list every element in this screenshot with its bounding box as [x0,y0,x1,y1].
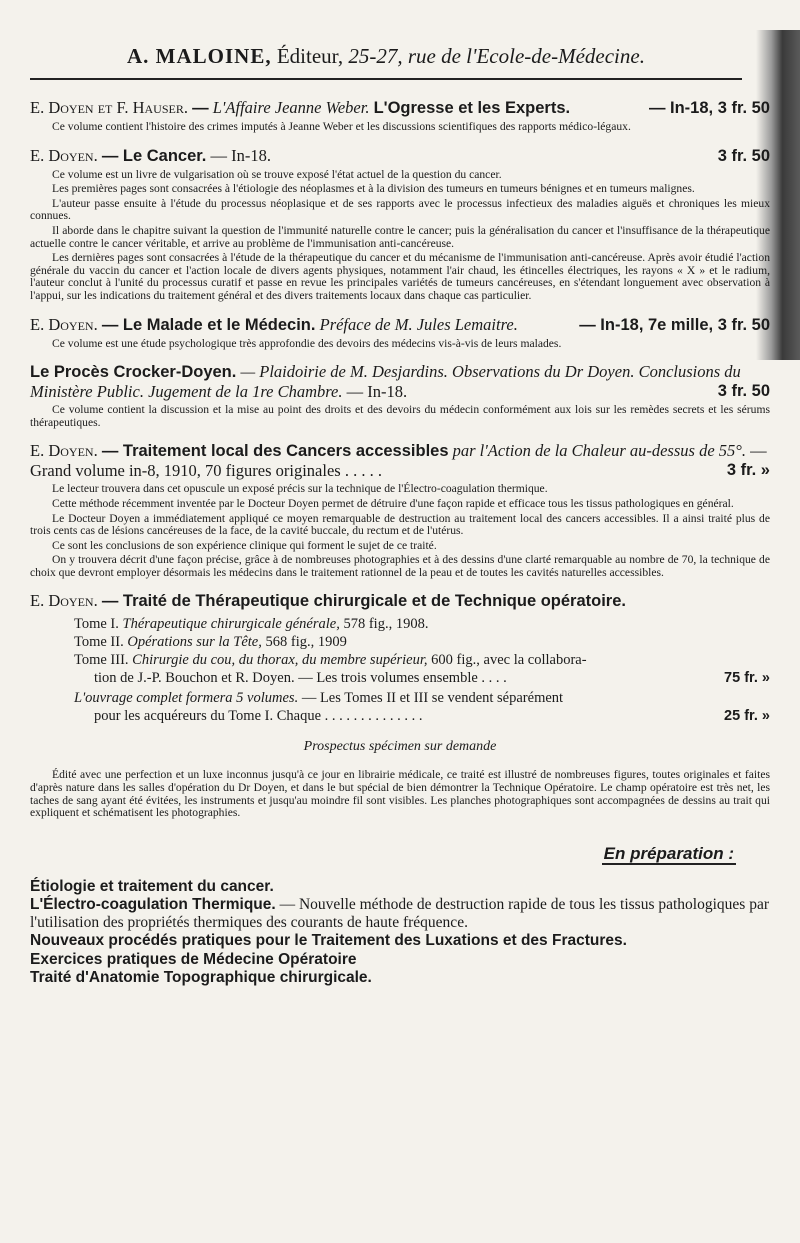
entry-title: — Le Cancer. [101,146,207,165]
entry-dash: — [192,99,209,117]
description-paragraph: Le lecteur trouvera dans cet opuscule un exposé précis sur la technique de l'Électro-coagulation thermique. [52,482,548,496]
entry-title: — Le Malade et le Médecin. [101,315,316,334]
entry-title: L'Ogresse et les Experts. [373,99,571,117]
entry-heading [30,98,770,118]
entry-description [30,121,770,134]
tome-details: 578 fig., 1908. [343,616,429,633]
publisher-address-number: 25-27, [348,44,403,68]
entry-heading [30,591,770,611]
edition-description [30,769,770,819]
entry-traite-therapeutique [30,591,770,725]
description-paragraph: Ce sont les conclusions de son expérience clinique qui forment le sujet de ce traité. [52,538,437,552]
preparation-title: En préparation : [603,843,734,863]
publisher-address: rue de l'Ecole-de-Médecine. [407,44,645,68]
entry-description [30,338,770,351]
tome-title: Thérapeutique chirurgicale générale, [122,616,340,633]
entry-heading [30,146,770,166]
preparation-item [30,896,770,931]
tome-2 [74,633,770,651]
tome-label: Tome I. [74,616,119,633]
complete-work-italic: L'ouvrage complet formera 5 volumes. [74,690,299,707]
entry-price: 3 fr. 50 [717,382,770,401]
publisher-header [30,44,742,69]
entry-heading [30,362,770,401]
entry-heading [30,441,770,480]
entry-format: — In-18. [210,145,271,165]
complete-work-line2: pour les acquéreurs du Tome I. Chaque . . . . . . . . . . . . . . [94,708,423,725]
entry-author: E. Doyen. [30,441,98,461]
description-paragraph: Les dernières pages sont consacrées à l'étude de la thérapeutique du cancer et du mécanisme de l'immunisation anti-cancéreuse. Après avoir étudié l'action générale du vaccin du cancer et l'action locale de divers agents physiques, notamment l'air chaud, les étincelles électriques, les rayons « X » et le radium, l'auteur conclut à l'unité du processus curatif et passe en revue les principales variétés de tumeurs cancéreuses, en s'étendant longuement avec observation à l'appui, sur les indications du traitement général et des divers traitements locaux dans chaque cas particulier. [30,251,770,302]
description-paragraph: On y trouvera décrit d'une façon précise, grâce à de nombreuses photographies et à des dessins d'une clarté remarquable au nombre de 70, la technique de choix que devront employer désormais les médecins dans le traitement rationnel de la peau et de toutes les cavités naturelles accessibles. [30,553,770,579]
catalog-content [30,98,770,988]
tome-details: 600 fig., avec la collabora- [431,652,587,669]
single-volume-price: 25 fr. » [724,708,770,725]
tome-label: Tome III. [74,652,129,669]
tome-list [74,615,770,725]
preparation-item: Étiologie et traitement du cancer. [30,877,274,895]
preparation-list [30,878,770,987]
tome-label: Tome II. [74,634,124,651]
entry-title: — Traité de Thérapeutique chirurgicale et de Technique opératoire. [101,592,626,611]
description-paragraph: Ce volume est une étude psychologique très approfondie des devoirs des médecins vis-à-vis de leurs malades. [52,336,562,350]
entry-title-italic: L'Affaire Jeanne Weber. [212,98,370,117]
tome-title: Chirurgie du cou, du thorax, du membre supérieur, [132,652,428,669]
entry-author: E. Doyen. [30,145,98,165]
entry-title-italic: par l'Action de la Chaleur au-dessus de 55°. [452,441,746,461]
entry-description [30,483,770,579]
preparation-item-title: L'Électro-coagulation Thermique. [30,896,276,914]
entry-subtitle: — Plaidoirie de M. Desjardins. Observations du Dr Doyen. Conclusions du Ministère Public. Jugement de la 1re Chambre. [30,362,741,402]
preparation-item: Exercices pratiques de Médecine Opératoire [30,950,357,968]
description-paragraph: Il aborde dans le chapitre suivant la question de l'immunité naturelle contre le cancer; puis la généralisation du cancer et l'insuffisance de la thérapeutique actuelle contre le cancer véritable, et arrive au problème de l'immunisation anti-cancéreuse. [30,223,770,250]
entry-le-cancer [30,146,770,303]
entry-format: — Grand volume in-8, 1910, 70 figures originales . . . . . [30,441,767,481]
complete-work-note [74,689,770,707]
entry-format-price: — In-18, 3 fr. 50 [648,99,770,117]
entry-format: — In-18. [346,382,408,402]
preparation-item-desc: — Nouvelle méthode de destruction rapide de tous les tissus pathologiques par l'utilisation des propriétés thermiques des courants de haute fréquence. [30,896,770,931]
description-paragraph: Le Docteur Doyen a immédiatement appliqué ce moyen remarquable de destruction au traitement local des cancers accessibles. Il a ainsi traité plus de trois cents cas de lésions cancéreuses de la face, de la cavité buccale, du rectum et de l'utérus. [30,511,770,538]
edition-paragraph: Édité avec une perfection et un luxe inconnus jusqu'à ce jour en librairie médicale, ce traité est illustré de nombreuses figures, toutes originales et faites d'après nature dans les salles d'opération du Dr Doyen, et dans le but spécial de bien démontrer la Technique Opératoire. Le champ opératoire est très net, les taches de sang ayant été évitées, les instruments et jusqu'au moindre fil sont visibles. Les planches photographiques sont accompagnées de dessins au trait qui expliquent et schématisent les photographies. [30,768,770,820]
description-paragraph: Ce volume contient la discussion et la mise au point des droits et des devoirs du médecin conformément aux lois sur les remèdes secrets et les sérums thérapeutiques. [30,403,770,429]
entry-heading [30,315,770,335]
entry-author: E. Doyen. [30,314,98,334]
entry-proces-crocker-doyen [30,362,770,429]
preparation-item: Nouveaux procédés pratiques pour le Traitement des Luxations et des Fractures. [30,932,627,950]
entry-description [30,404,770,429]
description-paragraph: Ce volume contient l'histoire des crimes imputés à Jeanne Weber et les discussions scientifiques des rapports médico-légaux. [52,120,631,133]
header-rule [30,78,742,80]
entry-author: E. Doyen. [30,591,98,611]
tome-3-continued [94,669,770,687]
tome-collaboration: tion de J.-P. Bouchon et R. Doyen. — Les trois volumes ensemble . . . . [94,670,507,687]
preparation-heading [30,844,736,864]
complete-work-text: — Les Tomes II et III se vendent séparément [301,690,564,707]
description-paragraph: Cette méthode récemment inventée par le Docteur Doyen permet de détruire d'une façon rapide et efficace tous les tissus pathologiques en général. [52,496,734,510]
entry-title: Le Procès Crocker-Doyen. [30,363,237,382]
set-price: 75 fr. » [724,670,770,687]
preparation-item: Traité d'Anatomie Topographique chirurgicale. [30,969,372,987]
entry-title: — Traitement local des Cancers accessibles [101,442,449,461]
prospectus-note: Prospectus spécimen sur demande [303,739,497,755]
publisher-name: A. MALOINE, [127,44,272,68]
complete-work-continued [94,707,770,725]
entry-preface: Préface de M. Jules Lemaitre. [319,314,518,334]
tome-3 [74,651,770,669]
description-paragraph: Les premières pages sont consacrées à l'étiologie des néoplasmes et à la division des tumeurs en tumeurs bénignes et en tumeurs malignes. [52,182,695,196]
publisher-role: Éditeur, [276,44,344,68]
entry-price: 3 fr. » [726,461,770,480]
entry-malade-medecin [30,315,770,351]
entry-author: E. Doyen et F. Hauser. [30,98,188,117]
entry-traitement-local [30,441,770,579]
description-paragraph: Ce volume est un livre de vulgarisation où se trouve exposé l'état actuel de la question du cancer. [52,167,502,181]
tome-1 [74,615,770,633]
tome-details: 568 fig., 1909 [265,634,347,651]
entry-affaire-weber [30,98,770,134]
entry-price: 3 fr. 50 [717,146,770,165]
description-paragraph: L'auteur passe ensuite à l'étude du processus néoplasique et de ses rapports avec le processus infectieux des maladies aiguës et chroniques les mieux connues. [30,196,770,223]
entry-description [30,169,770,303]
entry-format: — In-18, 7e mille, [579,315,714,334]
tome-title: Opérations sur la Tête, [127,634,262,651]
entry-price: 3 fr. 50 [717,315,770,334]
